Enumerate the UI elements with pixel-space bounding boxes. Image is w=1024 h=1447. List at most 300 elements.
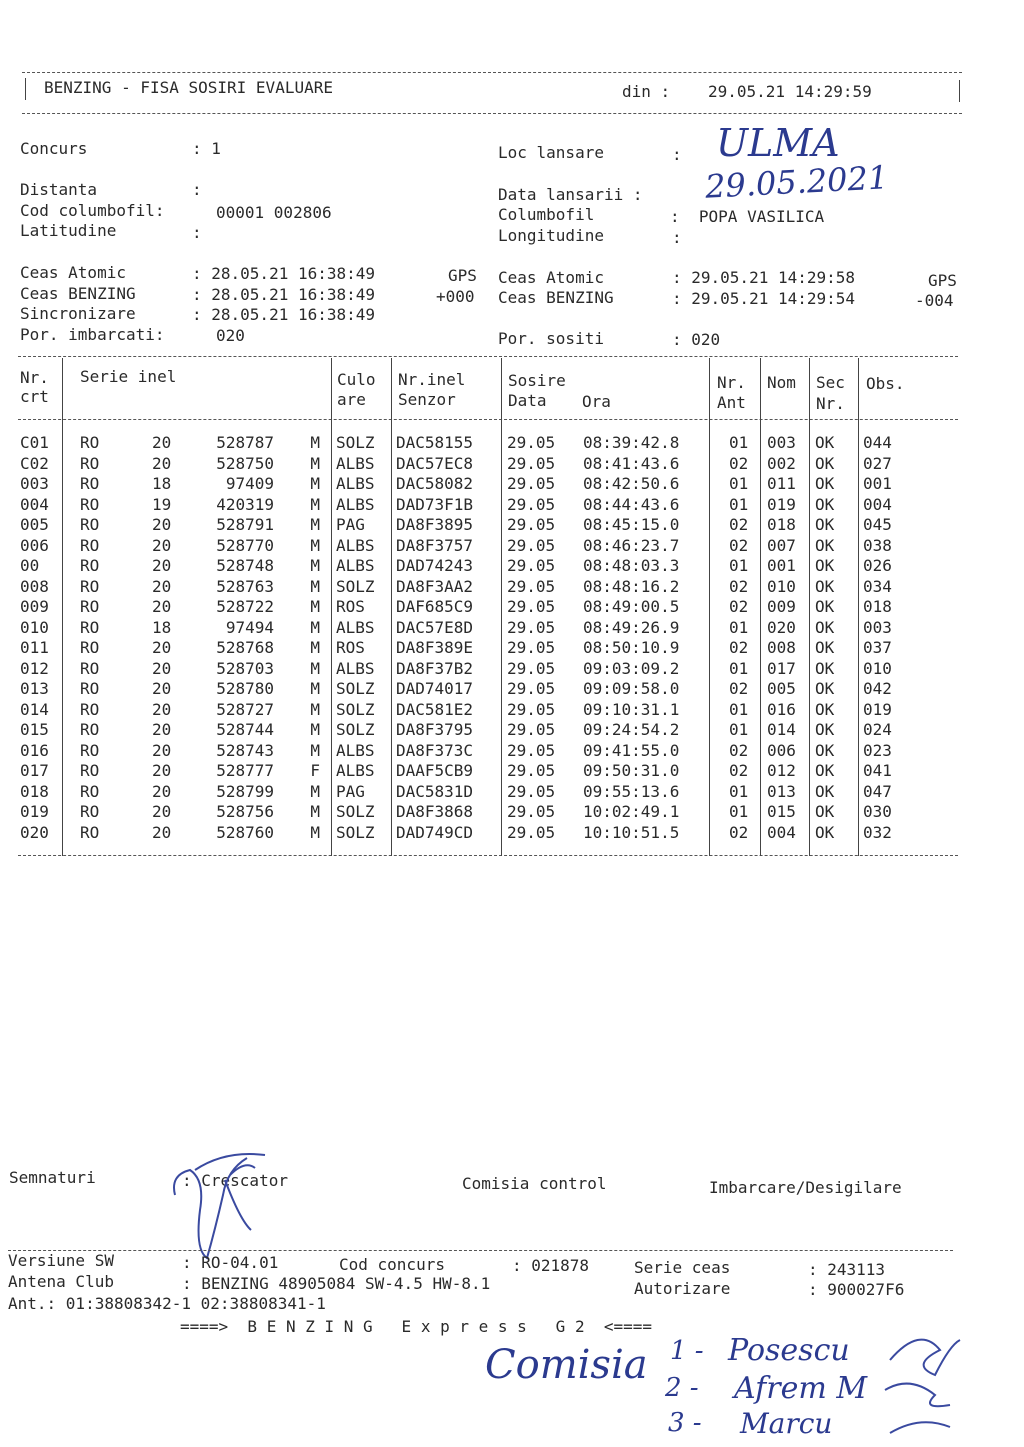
- cell-serie-an: 20: [152, 453, 172, 473]
- document-title: BENZING - FISA SOSIRI EVALUARE: [44, 78, 333, 97]
- cell-serie-numar: 528777: [216, 761, 274, 780]
- cell-nr-ant: 02: [729, 597, 749, 616]
- cell-nr-ant: 02: [729, 679, 749, 698]
- table-row: [0, 513, 1024, 534]
- cell-serie-an: 20: [152, 515, 172, 534]
- cell-nr-crt: 014: [20, 699, 49, 719]
- cell-nom: 007: [767, 535, 796, 555]
- cell-obs: 019: [863, 699, 892, 719]
- cell-obs: 010: [863, 658, 892, 678]
- latitudine-label: Latitudine: [20, 221, 117, 240]
- table-row: [0, 636, 1024, 657]
- cell-nr-ant: 01: [729, 494, 749, 514]
- cell-senzor: DAC58155: [396, 433, 474, 452]
- header-top-border: [22, 72, 962, 73]
- cell-nr-ant: 01: [729, 433, 749, 452]
- cell-nr-crt: 003: [20, 474, 49, 493]
- cell-data: 29.05: [507, 638, 556, 657]
- cell-ora: 08:48:16.2: [583, 576, 680, 596]
- table-row: [0, 431, 1024, 452]
- cell-serie-an: 20: [152, 597, 172, 616]
- cell-ora: 08:49:26.9: [583, 617, 680, 637]
- cell-obs: 004: [863, 494, 892, 514]
- cell-nom: 013: [767, 781, 796, 801]
- cell-serie-numar: 528744: [216, 720, 274, 739]
- cell-serie-an: 20: [152, 638, 172, 657]
- ceas-benzing-extra: +000: [436, 287, 475, 306]
- data-lansarii-label: Data lansarii :: [498, 185, 643, 204]
- cell-ora: 09:24:54.2: [583, 720, 680, 739]
- table-row: [0, 800, 1024, 821]
- header-right-border: [959, 80, 960, 102]
- handwritten-number-2: 2 -: [665, 1373, 699, 1403]
- cell-serie-tara: RO: [80, 576, 100, 596]
- cell-culoare: ALBS: [336, 474, 375, 493]
- cell-ora: 08:42:50.6: [583, 474, 680, 493]
- col-header-data: Data: [508, 391, 547, 410]
- cell-serie-numar: 420319: [216, 494, 274, 514]
- cell-nr-crt: 010: [20, 617, 49, 637]
- cell-sec-nr: OK: [815, 822, 835, 842]
- cell-obs: 001: [863, 474, 892, 493]
- columbofil-label: Columbofil: [498, 205, 595, 224]
- cell-data: 29.05: [507, 515, 556, 534]
- cell-ora: 08:48:03.3: [583, 556, 680, 575]
- cell-sex: M: [310, 679, 320, 698]
- ceas-benzing-label: Ceas BENZING: [20, 284, 136, 303]
- cell-serie-numar: 528722: [216, 597, 274, 616]
- cell-serie-tara: RO: [80, 740, 100, 760]
- cell-nom: 016: [767, 699, 796, 719]
- cell-ora: 09:50:31.0: [583, 761, 680, 780]
- cell-culoare: ALBS: [336, 556, 375, 575]
- sincronizare-value: : 28.05.21 16:38:49: [192, 305, 376, 324]
- cell-nr-ant: 01: [729, 556, 749, 575]
- col-header-senzor: Senzor: [398, 390, 456, 409]
- cell-sex: M: [310, 699, 320, 719]
- cell-serie-numar: 528799: [216, 781, 274, 801]
- footer-divider: [8, 1250, 953, 1251]
- comisia-control-label: Comisia control: [462, 1174, 607, 1193]
- cell-sec-nr: OK: [815, 740, 835, 760]
- por-sositi-label: Por. sositi: [498, 329, 604, 348]
- versiune-sw-value: : RO-04.01: [182, 1253, 279, 1272]
- cell-serie-numar: 528727: [216, 699, 274, 719]
- cell-serie-an: 20: [152, 761, 172, 780]
- cell-nom: 012: [767, 761, 796, 780]
- cod-concurs-value: : 021878: [512, 1256, 590, 1275]
- cell-nr-crt: 013: [20, 679, 49, 698]
- cell-serie-numar: 528780: [216, 679, 274, 698]
- cell-sex: M: [310, 515, 320, 534]
- cell-ora: 10:10:51.5: [583, 822, 680, 842]
- cell-data: 29.05: [507, 679, 556, 698]
- col-header-sec: Sec: [816, 373, 845, 392]
- benzing-express-line: ====> B E N Z I N G E x p r e s s G 2 <====: [180, 1317, 653, 1336]
- cell-nom: 015: [767, 802, 796, 821]
- cell-obs: 032: [863, 822, 892, 842]
- cell-serie-numar: 528760: [216, 822, 274, 842]
- cell-ora: 09:10:31.1: [583, 699, 680, 719]
- cell-senzor: DAD749CD: [396, 822, 474, 842]
- longitudine-sep: :: [672, 228, 682, 247]
- cell-nr-ant: 01: [729, 474, 749, 493]
- header-bottom-border: [22, 113, 962, 114]
- ceas-atomic-sositi-value: : 29.05.21 14:29:58: [672, 268, 856, 287]
- cell-serie-tara: RO: [80, 781, 100, 801]
- cell-nr-crt: 006: [20, 535, 49, 555]
- cell-culoare: ALBS: [336, 658, 375, 678]
- cell-data: 29.05: [507, 761, 556, 780]
- cell-nom: 008: [767, 638, 796, 657]
- cell-sec-nr: OK: [815, 781, 835, 801]
- cell-sec-nr: OK: [815, 699, 835, 719]
- col-header-nr-ant-line1: Nr.: [717, 373, 746, 392]
- cell-ora: 08:49:00.5: [583, 597, 680, 616]
- cod-columbofil-label: Cod columbofil:: [20, 201, 165, 220]
- cell-data: 29.05: [507, 617, 556, 637]
- por-sositi-value: : 020: [672, 330, 721, 349]
- cell-data: 29.05: [507, 494, 556, 514]
- cell-data: 29.05: [507, 699, 556, 719]
- cell-sex: M: [310, 740, 320, 760]
- table-row: [0, 616, 1024, 637]
- cell-culoare: SOLZ: [336, 822, 375, 842]
- table-header-border: [18, 419, 958, 420]
- por-imbarcati-value: 020: [216, 326, 245, 345]
- cell-nr-crt: 017: [20, 761, 49, 780]
- cell-sex: M: [310, 658, 320, 678]
- cell-senzor: DAAF5CB9: [396, 761, 474, 780]
- ceas-atomic-label: Ceas Atomic: [20, 263, 126, 282]
- cell-serie-tara: RO: [80, 556, 100, 575]
- cell-serie-an: 20: [152, 699, 172, 719]
- cell-serie-numar: 528787: [216, 433, 274, 452]
- cell-obs: 024: [863, 720, 892, 739]
- ceas-benzing-sositi-label: Ceas BENZING: [498, 288, 614, 307]
- cell-senzor: DAC5831D: [396, 781, 474, 801]
- cell-culoare: ALBS: [336, 740, 375, 760]
- cell-obs: 047: [863, 781, 892, 801]
- cell-senzor: DAF685C9: [396, 597, 474, 616]
- cell-sex: M: [310, 453, 320, 473]
- cell-sex: M: [310, 781, 320, 801]
- cell-obs: 030: [863, 802, 892, 821]
- distanta-sep: :: [192, 180, 202, 199]
- serie-ceas-value: : 243113: [808, 1260, 886, 1279]
- cell-nr-crt: 012: [20, 658, 49, 678]
- cell-data: 29.05: [507, 802, 556, 821]
- distanta-label: Distanta: [20, 180, 98, 199]
- cell-serie-an: 20: [152, 679, 172, 698]
- cell-nr-crt: 019: [20, 802, 49, 821]
- cell-serie-tara: RO: [80, 679, 100, 698]
- cell-serie-numar: 528768: [216, 638, 274, 657]
- cell-nom: 001: [767, 556, 796, 575]
- table-row: [0, 452, 1024, 473]
- antenna-ids: Ant.: 01:38808342-1 02:38808341-1: [8, 1294, 326, 1313]
- din-value: 29.05.21 14:29:59: [708, 82, 872, 101]
- ceas-atomic-extra: GPS: [448, 266, 477, 285]
- cell-serie-tara: RO: [80, 494, 100, 514]
- cell-nr-crt: 018: [20, 781, 49, 801]
- cell-serie-tara: RO: [80, 658, 100, 678]
- cell-nr-ant: 01: [729, 720, 749, 739]
- cell-obs: 044: [863, 433, 892, 452]
- cell-sex: M: [310, 597, 320, 616]
- concurs-label: Concurs: [20, 139, 88, 158]
- cell-nr-crt: 008: [20, 576, 49, 596]
- cell-nr-ant: 01: [729, 802, 749, 821]
- cell-culoare: ALBS: [336, 453, 375, 473]
- cell-ora: 09:55:13.6: [583, 781, 680, 801]
- sincronizare-label: Sincronizare: [20, 304, 136, 323]
- cell-nr-ant: 02: [729, 576, 749, 596]
- col-header-nr-inel: Nr.inel: [398, 370, 466, 389]
- cell-culoare: PAG: [336, 515, 365, 534]
- ceas-benzing-sositi-extra: -004: [915, 291, 954, 310]
- cell-obs: 037: [863, 638, 892, 657]
- cell-data: 29.05: [507, 822, 556, 842]
- cell-ora: 08:45:15.0: [583, 515, 680, 534]
- crescator-signature: [155, 1140, 275, 1260]
- cell-serie-an: 19: [152, 494, 172, 514]
- cell-sex: M: [310, 556, 320, 575]
- cell-serie-tara: RO: [80, 474, 100, 493]
- cell-senzor: DAC581E2: [396, 699, 474, 719]
- cell-culoare: SOLZ: [336, 679, 375, 698]
- cell-obs: 003: [863, 617, 892, 637]
- antena-club-value: : BENZING 48905084 SW-4.5 HW-8.1: [182, 1274, 491, 1293]
- cell-nom: 014: [767, 720, 796, 739]
- semnaturi-label: Semnaturi: [9, 1168, 96, 1187]
- table-row: [0, 472, 1024, 493]
- cell-data: 29.05: [507, 474, 556, 493]
- cell-sex: M: [310, 474, 320, 493]
- cell-culoare: ALBS: [336, 617, 375, 637]
- antena-club-label: Antena Club: [8, 1272, 114, 1291]
- cell-nr-crt: 015: [20, 720, 49, 739]
- cell-culoare: SOLZ: [336, 433, 375, 452]
- cell-obs: 034: [863, 576, 892, 596]
- cell-serie-tara: RO: [80, 699, 100, 719]
- cell-sex: M: [310, 433, 320, 452]
- cell-senzor: DA8F3AA2: [396, 576, 474, 596]
- cell-serie-an: 20: [152, 576, 172, 596]
- cell-nr-ant: 02: [729, 740, 749, 760]
- cell-nom: 020: [767, 617, 796, 637]
- cell-sec-nr: OK: [815, 535, 835, 555]
- cell-obs: 018: [863, 597, 892, 616]
- cell-serie-tara: RO: [80, 597, 100, 616]
- cell-data: 29.05: [507, 556, 556, 575]
- versiune-sw-label: Versiune SW: [8, 1251, 114, 1270]
- cell-ora: 08:41:43.6: [583, 453, 680, 473]
- cell-serie-numar: 528756: [216, 802, 274, 821]
- col-header-nr-line1: Nr.: [20, 368, 49, 387]
- cell-culoare: SOLZ: [336, 720, 375, 739]
- cell-nom: 018: [767, 515, 796, 534]
- table-row: [0, 698, 1024, 719]
- col-header-culoare-line1: Culo: [337, 370, 376, 389]
- cell-serie-numar: 528743: [216, 740, 274, 760]
- col-header-culoare-line2: are: [337, 390, 366, 409]
- table-row: [0, 575, 1024, 596]
- cell-obs: 042: [863, 679, 892, 698]
- cell-obs: 023: [863, 740, 892, 760]
- cell-senzor: DA8F3895: [396, 515, 474, 534]
- col-header-sec-nr: Nr.: [816, 394, 845, 413]
- cell-serie-numar: 528791: [216, 515, 274, 534]
- cell-nom: 011: [767, 474, 796, 493]
- cell-sex: M: [310, 822, 320, 842]
- ceas-atomic-sositi-label: Ceas Atomic: [498, 268, 604, 287]
- table-row: [0, 534, 1024, 555]
- cell-culoare: ALBS: [336, 494, 375, 514]
- cell-obs: 038: [863, 535, 892, 555]
- cell-serie-numar: 97494: [225, 617, 274, 637]
- autorizare-value: : 900027F6: [808, 1280, 905, 1299]
- cod-columbofil-value: 00001 002806: [216, 203, 332, 222]
- cell-data: 29.05: [507, 781, 556, 801]
- cell-ora: 10:02:49.1: [583, 802, 680, 821]
- ceas-benzing-sositi-value: : 29.05.21 14:29:54: [672, 289, 856, 308]
- cell-culoare: SOLZ: [336, 802, 375, 821]
- cell-ora: 08:44:43.6: [583, 494, 680, 514]
- cell-data: 29.05: [507, 433, 556, 452]
- cell-senzor: DAD74243: [396, 556, 474, 575]
- cell-nr-crt: C01: [20, 433, 49, 452]
- ceas-benzing-value: : 28.05.21 16:38:49: [192, 285, 376, 304]
- cell-nom: 017: [767, 658, 796, 678]
- cell-nr-crt: 009: [20, 597, 49, 616]
- table-row: [0, 739, 1024, 760]
- cell-senzor: DAD74017: [396, 679, 474, 698]
- cell-senzor: DAC57EC8: [396, 453, 474, 473]
- ceas-atomic-value: : 28.05.21 16:38:49: [192, 264, 376, 283]
- cell-serie-an: 20: [152, 433, 172, 452]
- cell-ora: 09:09:58.0: [583, 679, 680, 698]
- col-header-nr-ant-line2: Ant: [717, 393, 746, 412]
- cell-serie-an: 20: [152, 658, 172, 678]
- cell-nom: 003: [767, 433, 796, 452]
- cell-nr-ant: 02: [729, 761, 749, 780]
- handwritten-comisia: Comisia: [485, 1342, 648, 1388]
- cell-sex: M: [310, 638, 320, 657]
- cell-nr-crt: 016: [20, 740, 49, 760]
- cell-nr-ant: 02: [729, 638, 749, 657]
- col-header-sosire: Sosire: [508, 371, 566, 390]
- cell-culoare: ALBS: [336, 535, 375, 555]
- cell-nr-ant: 01: [729, 617, 749, 637]
- din-label: din :: [622, 82, 671, 101]
- cell-nr-ant: 01: [729, 781, 749, 801]
- cell-sec-nr: OK: [815, 679, 835, 698]
- latitudine-sep: :: [192, 223, 202, 242]
- por-imbarcati-label: Por. imbarcati:: [20, 325, 165, 344]
- cell-serie-tara: RO: [80, 515, 100, 534]
- cell-sex: M: [310, 802, 320, 821]
- cell-sex: M: [310, 576, 320, 596]
- cell-senzor: DA8F3868: [396, 802, 474, 821]
- cell-senzor: DA8F389E: [396, 638, 474, 657]
- cell-nr-ant: 01: [729, 658, 749, 678]
- cell-data: 29.05: [507, 535, 556, 555]
- cell-sec-nr: OK: [815, 556, 835, 575]
- cell-sec-nr: OK: [815, 474, 835, 493]
- cell-serie-tara: RO: [80, 822, 100, 842]
- cell-culoare: SOLZ: [336, 576, 375, 596]
- cell-senzor: DA8F373C: [396, 740, 474, 760]
- cell-sec-nr: OK: [815, 638, 835, 657]
- cell-nr-ant: 02: [729, 535, 749, 555]
- cell-senzor: DA8F3795: [396, 720, 474, 739]
- table-row: [0, 493, 1024, 514]
- cell-sex: M: [310, 494, 320, 514]
- cell-serie-an: 20: [152, 822, 172, 842]
- crescator-label: : Crescator: [182, 1171, 288, 1190]
- cell-nom: 006: [767, 740, 796, 760]
- cell-nr-ant: 02: [729, 453, 749, 473]
- loc-lansare-sep: :: [672, 145, 682, 164]
- table-row: [0, 759, 1024, 780]
- cell-sec-nr: OK: [815, 658, 835, 678]
- commission-signatures: [880, 1315, 970, 1445]
- cell-nr-crt: 004: [20, 494, 49, 514]
- cell-sex: M: [310, 720, 320, 739]
- cell-serie-an: 18: [152, 474, 172, 493]
- cell-senzor: DA8F37B2: [396, 658, 474, 678]
- cell-serie-numar: 528770: [216, 535, 274, 555]
- cell-nom: 019: [767, 494, 796, 514]
- cell-senzor: DAC58082: [396, 474, 474, 493]
- col-header-nom: Nom: [767, 373, 796, 392]
- cell-serie-numar: 97409: [225, 474, 274, 493]
- handwritten-name-2: Afrem M: [734, 1371, 868, 1406]
- cell-serie-tara: RO: [80, 453, 100, 473]
- cell-serie-an: 20: [152, 720, 172, 739]
- handwritten-name-1: Posescu: [728, 1333, 850, 1368]
- cell-nom: 009: [767, 597, 796, 616]
- cell-ora: 08:46:23.7: [583, 535, 680, 555]
- cell-obs: 041: [863, 761, 892, 780]
- cell-serie-an: 18: [152, 617, 172, 637]
- serie-ceas-label: Serie ceas: [634, 1258, 731, 1277]
- cell-sec-nr: OK: [815, 761, 835, 780]
- cell-serie-numar: 528748: [216, 556, 274, 575]
- cell-nom: 005: [767, 679, 796, 698]
- data-lansarii-handwritten: 29.05.2021: [704, 158, 890, 206]
- cell-senzor: DAC57E8D: [396, 617, 474, 637]
- handwritten-number-3: 3 -: [668, 1408, 702, 1438]
- cell-ora: 09:41:55.0: [583, 740, 680, 760]
- cell-sec-nr: OK: [815, 617, 835, 637]
- autorizare-label: Autorizare: [634, 1279, 731, 1298]
- longitudine-label: Longitudine: [498, 226, 604, 245]
- ceas-atomic-sositi-extra: GPS: [928, 271, 957, 290]
- cell-nom: 002: [767, 453, 796, 473]
- cell-senzor: DA8F3757: [396, 535, 474, 555]
- table-bottom-border: [18, 855, 958, 856]
- table-row: [0, 821, 1024, 842]
- col-header-ora: Ora: [582, 392, 611, 411]
- handwritten-number-1: 1 -: [670, 1336, 704, 1366]
- cell-nr-crt: C02: [20, 453, 49, 473]
- cell-culoare: SOLZ: [336, 699, 375, 719]
- cell-sec-nr: OK: [815, 597, 835, 616]
- cell-serie-tara: RO: [80, 535, 100, 555]
- cell-obs: 027: [863, 453, 892, 473]
